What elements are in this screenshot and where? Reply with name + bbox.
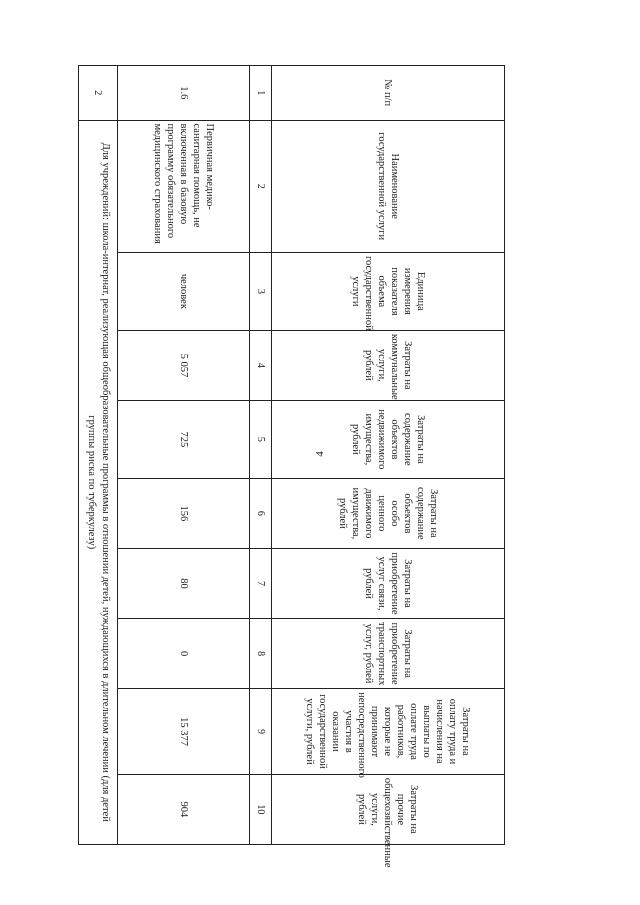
labor-cost: 15 377	[118, 689, 250, 775]
header-row	[272, 66, 505, 845]
table-row	[118, 66, 250, 845]
header-cell-utilities: Затраты на коммунальные услуги, рублей	[272, 330, 505, 400]
row-number: 1.6	[118, 66, 250, 121]
column-number: 6	[250, 478, 272, 548]
header-cell-movable-property: Затраты на содержание объектов особо ценного движимого имущества, рублей	[272, 478, 505, 548]
header-cell-unit: Единица измерения показателя объема государственной услуги	[272, 252, 505, 330]
column-number: 2	[250, 120, 272, 252]
rotated-table-container	[67, 65, 505, 868]
cost-table	[78, 65, 505, 868]
header-cell-no: № п/п	[272, 66, 505, 121]
header-cell-transport: Затраты на приобретение транспортных услуг, рублей	[272, 619, 505, 689]
section-number: 2	[79, 66, 118, 121]
header-cell-labor: Затраты на оплату труда и начисления на выплаты по оплате труда работников, которые не принимают непосредственного участия в оказании государственной услуги, рублей	[272, 689, 505, 775]
page-number: 4	[314, 451, 326, 457]
column-number: 3	[250, 252, 272, 330]
header-cell-service: Наименование государственной услуги	[272, 120, 505, 252]
column-number: 7	[250, 548, 272, 618]
movable-property-cost: 156	[118, 478, 250, 548]
service-name: Первичная медико-санитарная помощь, не включенная в базовую программу обязательного медицинского страхования	[118, 120, 250, 252]
header-cell-other: Затраты на прочие общехозяйственные услуги, рублей	[272, 774, 505, 844]
header-cell-communication: Затраты на приобретение услуг связи, рублей	[272, 548, 505, 618]
column-number-row	[250, 66, 272, 845]
header-cell-real-estate: Затраты на содержание объектов недвижимого имущества, рублей	[272, 400, 505, 478]
transport-cost: 0	[118, 619, 250, 689]
communication-cost: 80	[118, 548, 250, 618]
section-note-text: Для учреждений: школа-интернат, реализующая общеобразовательные программы в отношении детей, нуждающихся в длительном лечении (для детей группы риска по туберкулезу)	[79, 120, 118, 844]
section-note-row	[79, 66, 118, 845]
unit-of-measure: человек	[118, 252, 250, 330]
column-number: 1	[250, 66, 272, 121]
column-number: 5	[250, 400, 272, 478]
real-estate-cost: 725	[118, 400, 250, 478]
column-number: 8	[250, 619, 272, 689]
other-cost: 904	[118, 774, 250, 844]
column-number: 4	[250, 330, 272, 400]
column-number: 10	[250, 774, 272, 844]
column-number: 9	[250, 689, 272, 775]
utilities-cost: 5 057	[118, 330, 250, 400]
